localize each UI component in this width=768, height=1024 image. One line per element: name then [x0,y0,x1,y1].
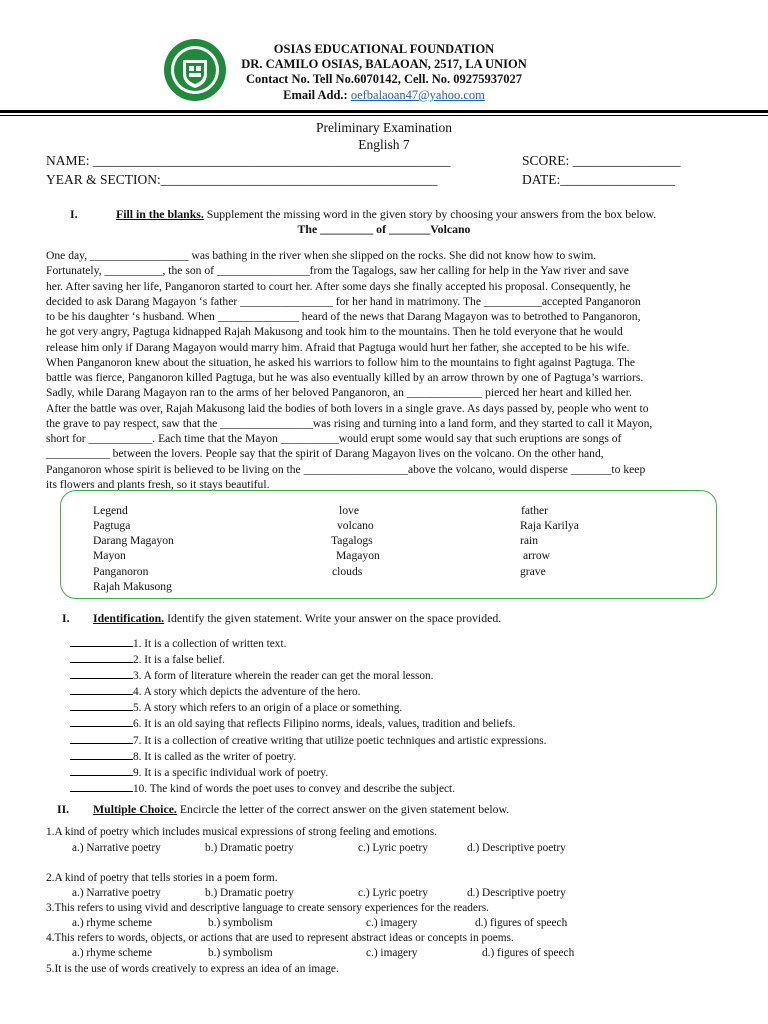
story-line: release him only if Darang Magayon would marry him. Afraid that Pagtuga would hurt her father, she accepted to be his wife. [46,340,630,354]
org-name: OSIAS EDUCATIONAL FOUNDATION [273,42,495,56]
word-box-item: Pagtuga [93,519,131,532]
story-title: The _________ of _______Volcano [297,222,471,236]
word-box-item: grave [520,565,546,578]
story-line: decided to ask Darang Magayon ‘s father ________________ for her hand in matrimony. The __________accepted Panganoron [46,294,641,308]
part1-instructions: Supplement the missing word in the given story by choosing your answers from the box below. [203,207,657,221]
choice-option[interactable]: a.) rhyme scheme [72,947,152,959]
choice-option[interactable]: c.) Lyric poetry [358,842,428,854]
choice-option[interactable]: c.) Lyric poetry [358,887,428,899]
identification-item: 1. It is a collection of written text. [70,636,546,652]
story-line: its flowers and plants fresh, so it stays beautiful. [46,477,270,491]
answer-blank[interactable] [70,652,133,663]
question-text: 4.This refers to words, objects, or actions that are used to represent abstract ideas or concepts in poems. [46,932,514,944]
part3-instructions: Encircle the letter of the correct answer on the given statement below. [176,802,510,816]
question-text: 3.This refers to using vivid and descriptive language to create sensory experiences for the readers. [46,902,489,914]
identification-item: 8. It is called as the writer of poetry. [70,749,546,765]
story-line: One day, _________________ was bathing in the river when she slipped on the rocks. She did not know how to swim. [46,249,597,262]
part3-title: Multiple Choice. [93,802,177,816]
answer-blank[interactable] [70,684,133,695]
part2-number: I. [62,611,70,625]
story-line: ___________ between the lovers. People say that the spirit of Darang Magayon lives on the volcano. On the other hand, [46,447,604,461]
question-text: 5.It is the use of words creatively to express an idea of an image. [46,963,339,975]
org-contact: Contact No. Tell No.6070142, Cell. No. 09275937027 [245,72,523,86]
answer-blank[interactable] [70,749,133,760]
story-line: battle was fierce, Panganoron killed Pagtuga, but he was also eventually killed by an arrow thrown by one of Pagtuga’s warriors. [46,371,644,384]
choice-option[interactable]: c.) imagery [366,947,418,959]
choice-option[interactable]: a.) Narrative poetry [72,842,161,854]
exam-title: Preliminary Examination [315,120,453,135]
word-box-item: clouds [332,565,363,578]
choice-option[interactable]: a.) Narrative poetry [72,887,161,899]
answer-blank[interactable] [70,668,133,679]
word-box-item: Rajah Makusong [93,580,172,593]
email-link[interactable]: oefbalaoan47@yahoo.com [350,88,485,102]
story-line: to be his daughter ‘s husband. When ______________ heard of the news that Darang Magayon was to betrothed to Panganoron, [46,310,641,323]
date-field[interactable]: DATE:_________________ [522,172,675,187]
header-divider-thin [0,115,768,116]
choice-option[interactable]: a.) rhyme scheme [72,917,152,929]
identification-item: 7. It is a collection of creative writing that utilize poetic techniques and artistic expressions. [70,733,546,749]
word-box-item: Legend [93,504,128,517]
choice-option[interactable]: c.) imagery [366,917,418,929]
word-box-item: Magayon [336,549,380,562]
identification-list [70,636,546,797]
choice-option[interactable]: b.) symbolism [208,947,273,959]
name-field[interactable]: NAME: _____________________________________________________ [46,153,451,168]
choice-option[interactable]: b.) Dramatic poetry [205,887,294,899]
identification-item: 4. A story which depicts the adventure of the hero. [70,684,546,700]
answer-blank[interactable] [70,700,133,711]
answer-blank[interactable] [70,781,133,792]
org-email-line [0,88,768,103]
identification-item: 3. A form of literature wherein the reader can get the moral lesson. [70,668,546,684]
word-box-item: Tagalogs [331,534,373,547]
year-section-field[interactable]: YEAR & SECTION:_________________________________________ [46,172,438,187]
question-text: 1.A kind of poetry which includes musical expressions of strong feeling and emotions. [46,826,437,838]
story-line: he got very angry, Pagtuga kidnapped Rajah Makusong and took him to the mountains. Then he told everyone that he would [46,325,623,339]
part3-heading [93,802,509,817]
email-label: Email Add.: [283,88,348,102]
story-line: Panganoron whose spirit is believed to be living on the __________________above the volcano, would disperse _______to keep [46,462,646,476]
identification-item: 10. The kind of words the poet uses to convey and describe the subject. [70,781,546,797]
choice-option[interactable]: d.) figures of speech [482,947,575,959]
answer-blank[interactable] [70,636,133,647]
choice-option[interactable]: b.) Dramatic poetry [205,842,294,854]
word-box-item: Mayon [93,549,126,562]
word-box-item: arrow [523,549,551,562]
part2-instructions: Identify the given statement. Write your answer on the space provided. [164,611,502,625]
choice-option[interactable]: d.) Descriptive poetry [467,842,566,854]
identification-item: 6. It is an old saying that reflects Filipino norms, ideals, values, tradition and beliefs. [70,716,546,732]
story-line: Sadly, while Darang Magayon ran to the arms of her beloved Panganoron, an _____________ pierced her heart and killed her. [46,386,632,400]
part2-heading [93,611,501,626]
answer-blank[interactable] [70,733,133,744]
part1-title: Fill in the blanks. [116,207,204,221]
word-box-item: Raja Karilya [520,519,579,532]
identification-item: 9. It is a specific individual work of poetry. [70,765,546,781]
part2-title: Identification. [93,611,165,625]
word-box-item: rain [520,534,539,547]
score-field[interactable]: SCORE: ________________ [522,153,681,168]
choice-option[interactable]: d.) figures of speech [475,917,568,929]
answer-blank[interactable] [70,716,133,727]
word-box-item: love [339,504,359,517]
choice-option[interactable]: b.) symbolism [208,917,273,929]
word-box-item: Darang Magayon [93,534,174,547]
word-box-item: Panganoron [93,565,149,578]
word-box-item: volcano [337,519,374,532]
question-text: 2.A kind of poetry that tells stories in a poem form. [46,872,278,884]
part1-number: I. [70,207,78,221]
word-box-item: father [521,504,549,517]
identification-item: 5. A story which refers to an origin of a place or something. [70,700,546,716]
story-line: When Panganoron knew about the situation, he asked his warriors to follow him to the mountains to fight against Pagtuga. The [46,355,636,369]
part3-number: II. [57,802,70,816]
identification-item: 2. It is a false belief. [70,652,546,668]
choice-option[interactable]: d.) Descriptive poetry [467,887,566,899]
story-line: short for ___________. Each time that the Mayon __________would erupt some would say that such eruptions are songs of [46,432,622,445]
story-passage [46,248,736,492]
answer-blank[interactable] [70,765,133,776]
org-address: DR. CAMILO OSIAS, BALAOAN, 2517, LA UNION [241,57,527,71]
story-line: her. After saving her life, Panganoron started to court her. After some days she finally accepted his proposal. Consequently, he [46,279,631,293]
story-line: the grave to pay respect, saw that the ________________was rising and turning into a land form, and they started to call it Mayon, [46,416,653,430]
exam-subject: English 7 [358,137,410,152]
header-divider [0,110,768,113]
story-line: Fortunately, __________, the son of ________________from the Tagalogs, saw her calling for help in the Yaw river and save [46,264,629,278]
part1-heading [116,207,656,222]
story-line: After the battle was over, Rajah Makusong laid the bodies of both lovers in a single grave. As days passed by, people who went to [46,401,649,415]
